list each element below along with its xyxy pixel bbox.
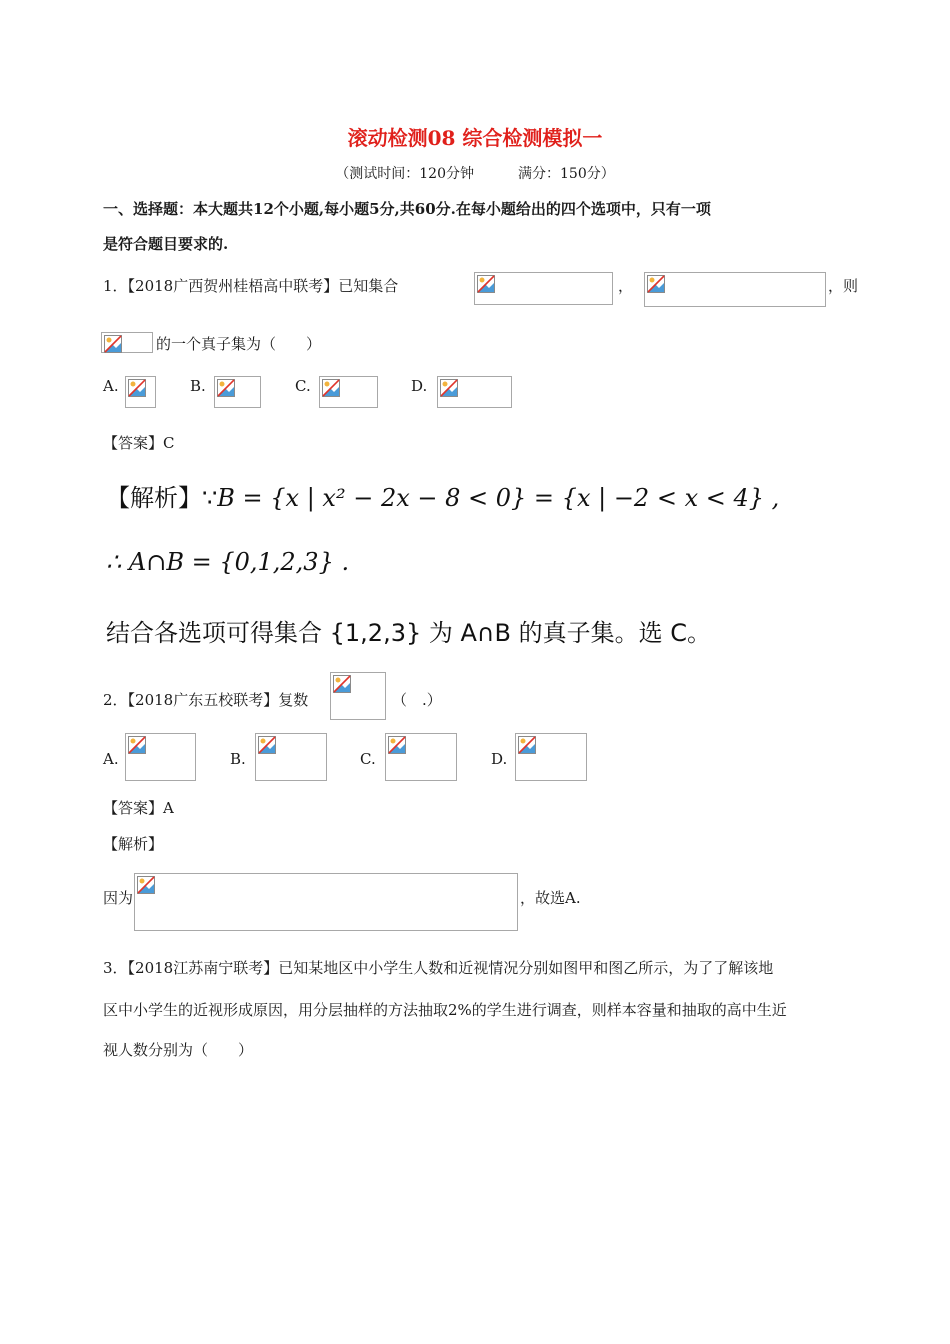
broken-image-icon [477,275,495,293]
q2-option-b-image [255,733,327,781]
exam-info [0,163,950,183]
q2-complex-image [330,672,386,720]
q2-option-a-image [125,733,196,781]
full-score: 满分：150分） [518,166,615,182]
q1-option-b-image [214,376,261,408]
q1-set-b-image [644,272,826,307]
q1-option-c-image [319,376,378,408]
q2-option-c-image [385,733,457,781]
section-instructions-line1: 一、选择题：本大题共12个小题,每小题5分,共60分.在每小题给出的四个选项中，只有一项 [103,200,711,218]
q1-option-d-image [437,376,512,408]
q2-answer: 【答案】A [103,799,174,817]
broken-image-icon [322,379,340,397]
broken-image-icon [128,736,146,754]
q1-option-d-label: D. [411,377,428,395]
section-instructions-line2: 是符合题目要求的. [103,235,229,253]
q2-option-a-label: A. [103,750,119,768]
q1-solution-set-b: B = {x | x² − 2x − 8 < 0} = {x | −2 < x < 4} , [217,484,780,512]
q2-option-d-label: D. [491,750,508,768]
q2-option-c-label: C. [360,750,376,768]
q1-option-b-label: B. [190,377,206,395]
q1-set-a-image [474,272,613,305]
q3-stem-line2: 区中小学生的近视形成原因，用分层抽样的方法抽取2%的学生进行调查，则样本容量和抽取的高中生近 [103,1001,787,1019]
q1-option-a-image [125,376,156,408]
q1-intersection-image [101,332,153,353]
q2-analysis-label: 【解析】 [103,835,164,853]
broken-image-icon [388,736,406,754]
q1-solution-line2: ∴ A∩B = {0,1,2,3} . [106,548,350,576]
q1-stem: 1．【2018广西贺州桂梧高中联考】已知集合 [103,277,399,295]
q3-stem-line3: 视人数分别为（ ） [103,1041,254,1059]
q1-answer: 【答案】C [103,434,175,452]
q2-option-b-label: B. [230,750,246,768]
page-title: 滚动检测08 综合检测模拟一 [347,126,603,150]
q1-solution-line1 [106,478,779,513]
q1-option-c-label: C. [295,377,311,395]
broken-image-icon [647,275,665,293]
broken-image-icon [440,379,458,397]
q2-stem: 2．【2018广东五校联考】复数 [103,691,309,709]
broken-image-icon [104,335,122,353]
broken-image-icon [137,876,155,894]
q3-stem-line1: 3．【2018江苏南宁联考】已知某地区中小学生人数和近视情况分别如图甲和图乙所示，为了了解该地 [103,959,774,977]
q2-paren: （ .） [392,691,442,709]
broken-image-icon [333,675,351,693]
q1-comma: ， [618,277,634,295]
q1-solution-line3: 结合各选项可得集合 {1,2,3} 为 A∩B 的真子集。选 C。 [106,619,711,647]
q1-stem-tail: 的一个真子集为（ ） [156,335,322,353]
q1-solution-label: 【解析】∵ [106,484,218,512]
q2-option-d-image [515,733,587,781]
q2-because: 因为 [103,889,134,907]
q2-solution-image [134,873,518,931]
broken-image-icon [518,736,536,754]
q1-option-a-label: A. [103,377,119,395]
test-time: （测试时间：120分钟 [335,166,474,182]
q1-then: ，则 [828,277,859,295]
broken-image-icon [217,379,235,397]
q2-conclusion: ，故选A. [520,889,581,907]
broken-image-icon [128,379,146,397]
broken-image-icon [258,736,276,754]
